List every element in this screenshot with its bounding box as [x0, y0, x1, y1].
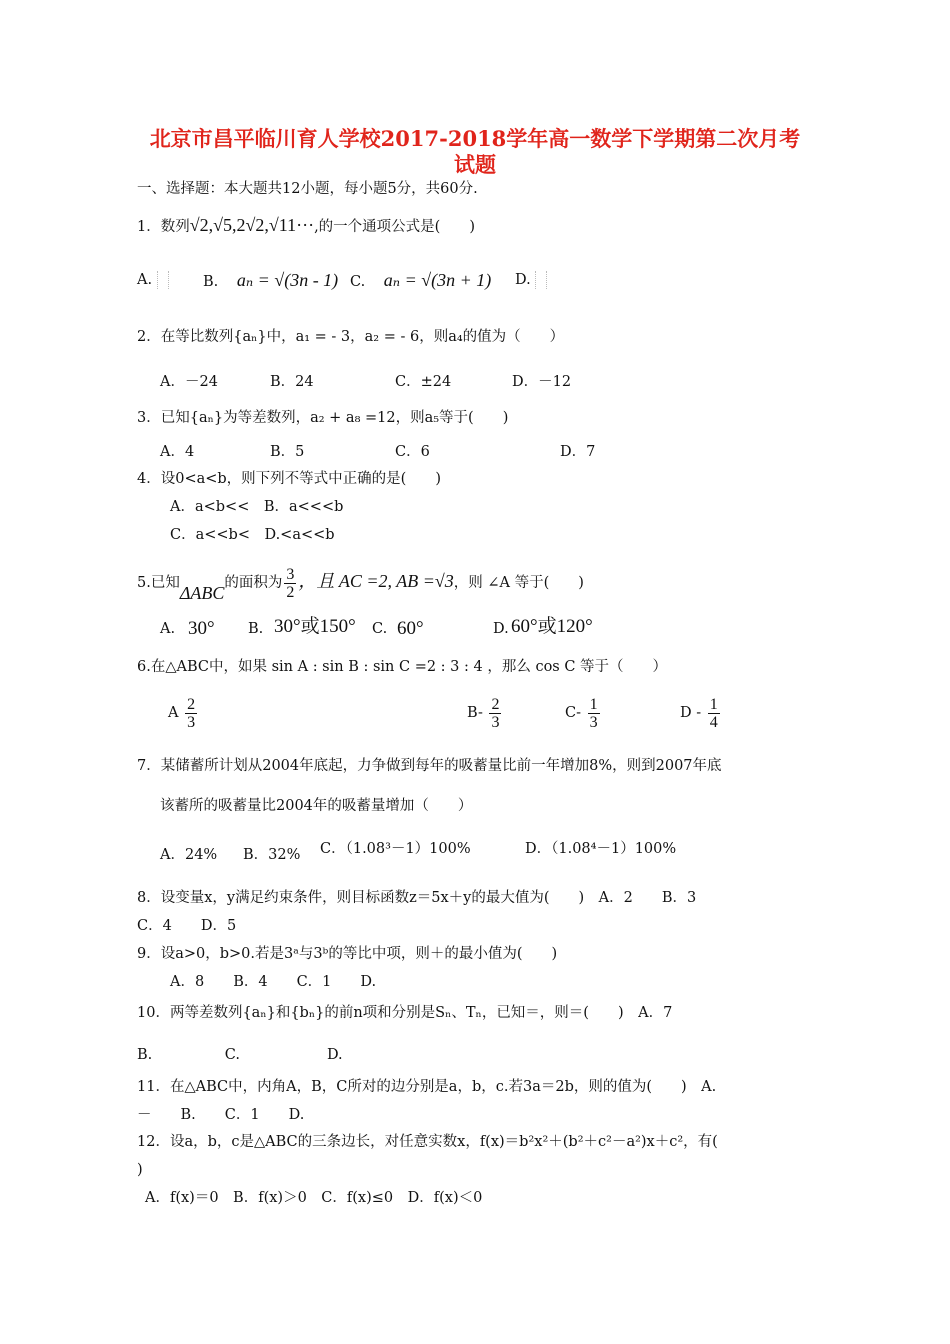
q5-triangle: ΔABC — [179, 583, 225, 603]
question-12: 12．设a，b，c是△ABC的三条边长，对任意实数x，f(x)＝b²x²＋(b²＋c²－a²)x＋c²，有( — [137, 1134, 718, 1150]
q6-option-c-numerator: 1 — [589, 695, 598, 713]
q2-option-a: A．－24 — [160, 374, 218, 390]
q1-option-b-label: B. — [203, 274, 219, 290]
section-heading: 一、选择题：本大题共12小题，每小题5分，共60分. — [137, 181, 478, 197]
q6-option-d-numerator: 1 — [709, 695, 718, 713]
q1-option-c-expr: aₙ = √(3n + 1) — [383, 270, 492, 290]
q6-option-b-denominator: 3 — [491, 713, 500, 731]
question-3: 3．已知{aₙ}为等差数列，a₂ + a₈ =12，则a₅等于( ) — [137, 410, 509, 426]
question-11: 11．在△ABC中，内角A，B，C所对的边分别是a，b，c.若3a＝2b，则的值为( ) A. — [137, 1079, 717, 1095]
q6-option-a-label: A — [168, 705, 179, 721]
q9-options: A．8 B．4 C．1 D. — [170, 974, 377, 990]
q4-options-row-1: A．a<b<< B．a<<<b — [170, 499, 344, 515]
q6-option-a — [168, 693, 199, 733]
q5-option-a-label: A. — [160, 621, 176, 637]
q3-option-b: B．5 — [270, 444, 305, 460]
q1-option-d-label: D. — [515, 272, 531, 288]
q2-option-b: B．24 — [270, 374, 314, 390]
question-7-continued: 该蓄所的吸蓄量比2004年的吸蓄量增加（ ） — [160, 798, 473, 814]
q7-option-c: C．（1.08³－1）100% — [320, 841, 471, 857]
question-4: 4．设0<a<b，则下列不等式中正确的是( ) — [137, 471, 441, 487]
q5-fraction-numerator: 3 — [286, 565, 295, 583]
q6-option-c-fraction — [588, 696, 600, 731]
q1-option-a-formula-image — [157, 271, 169, 289]
q3-option-a: A．4 — [160, 444, 195, 460]
question-8: 8．设变量x，y满足约束条件，则目标函数z＝5x＋y的最大值为( ) A．2 B．3 — [137, 890, 697, 906]
q6-option-b-numerator: 2 — [491, 695, 500, 713]
question-1 — [137, 216, 475, 236]
q6-option-d-sign: - — [696, 705, 702, 721]
document-title-line2: 试题 — [454, 152, 496, 177]
q1-sequence: √2,√5,2√2,√11··· — [189, 215, 315, 235]
q6-option-a-fraction — [185, 696, 197, 731]
q3-option-d: D．7 — [560, 444, 596, 460]
q1-option-a — [137, 271, 169, 289]
q7-option-b: B．32% — [243, 847, 301, 863]
q6-option-a-denominator: 3 — [187, 713, 196, 731]
question-10: 10．两等差数列{aₙ}和{bₙ}的前n项和分别是Sₙ、Tₙ，已知＝，则＝( ) A．7 — [137, 1005, 673, 1021]
q1-prefix: 1．数列 — [137, 219, 190, 235]
q10-options-row-2: B. C. D. — [137, 1047, 343, 1063]
q5-suffix: ，则 ∠A 等于( ) — [453, 575, 584, 591]
q11-options-row-2: － B. C．1 D. — [137, 1107, 305, 1123]
q1-option-a-label: A. — [137, 272, 153, 288]
q1-option-d — [515, 271, 547, 289]
question-12-continued: ) — [137, 1162, 143, 1178]
q1-option-d-formula-image — [535, 271, 547, 289]
q7-option-d: D．（1.08⁴－1）100% — [525, 841, 677, 857]
q7-option-a: A．24% — [160, 847, 218, 863]
q1-suffix: ,的一个通项公式是( ) — [314, 219, 476, 235]
q6-option-c — [565, 693, 602, 733]
q1-option-c — [350, 271, 491, 291]
q6-option-b-sign: - — [477, 705, 483, 721]
q2-option-c: C．±24 — [395, 374, 452, 390]
q5-option-b-value: 30°或150° — [274, 616, 356, 637]
q5-option-d-value: 60°或120° — [511, 616, 593, 637]
q6-option-c-label: C — [565, 705, 577, 721]
q6-option-d — [680, 693, 722, 733]
question-5 — [137, 563, 584, 601]
question-7: 7．某储蓄所计划从2004年底起，力争做到每年的吸蓄量比前一年增加8%，则到2007年底 — [137, 758, 722, 774]
document-title: 北京市昌平临川育人学校2017-2018学年高一数学下学期第二次月考 — [149, 126, 801, 151]
q5-fraction-denominator: 2 — [286, 583, 295, 601]
question-6: 6.在△ABC中，如果 sin A : sin B : sin C =2 : 3 : 4 ，那么 cos C 等于（ ） — [137, 659, 668, 675]
q1-option-c-label: C. — [350, 274, 366, 290]
q5-area-fraction — [284, 566, 296, 601]
q4-options-row-2: C．a<<b< D.<a<<b — [170, 527, 335, 543]
q6-option-a-numerator: 2 — [187, 695, 196, 713]
q5-option-d-label: D. — [493, 621, 509, 637]
q1-option-b — [203, 271, 338, 291]
q5-option-b-label: B. — [248, 621, 264, 637]
q2-option-d: D．－12 — [512, 374, 572, 390]
q6-option-c-sign: - — [576, 705, 582, 721]
q5-prefix: 5.已知 — [137, 575, 180, 591]
q8-options-row-2: C．4 D．5 — [137, 918, 237, 934]
q6-option-b-fraction — [489, 696, 501, 731]
question-9: 9．设a>0，b>0.若是3ᵃ与3ᵇ的等比中项，则＋的最小值为( ) — [137, 946, 558, 962]
q12-options: A．f(x)＝0 B．f(x)＞0 C．f(x)≤0 D．f(x)＜0 — [145, 1190, 483, 1206]
q5-condition: ，且 AC =2, AB =√3 — [298, 571, 454, 591]
q5-option-c-label: C. — [372, 621, 388, 637]
question-2: 2．在等比数列{aₙ}中，a₁ = - 3，a₂ = - 6，则a₄的值为（ ） — [137, 329, 565, 345]
q6-option-c-denominator: 3 — [589, 713, 598, 731]
q6-option-d-denominator: 4 — [709, 713, 718, 731]
q6-option-d-label: D — [680, 705, 692, 721]
q3-option-c: C．6 — [395, 444, 430, 460]
q6-option-d-fraction — [708, 696, 720, 731]
q5-option-c-value: 60° — [397, 618, 424, 639]
q5-option-a-value: 30° — [188, 618, 215, 639]
q6-option-b — [467, 693, 503, 733]
q5-middle: 的面积为 — [224, 575, 283, 591]
q1-option-b-expr: aₙ = √(3n - 1) — [236, 270, 339, 290]
q6-option-b-label: B — [467, 705, 478, 721]
